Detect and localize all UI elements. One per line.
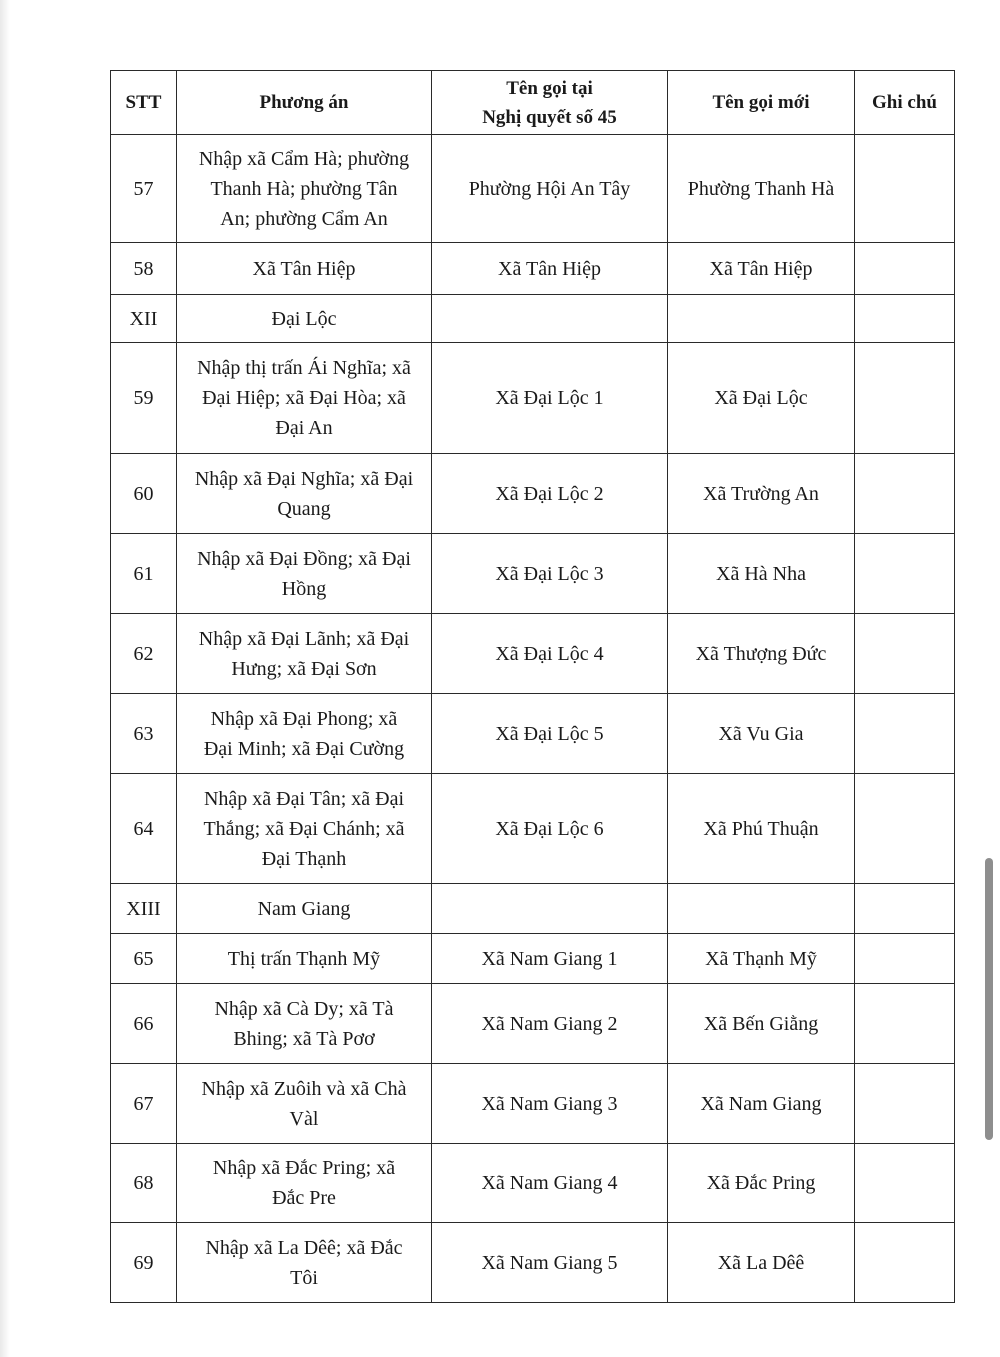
row-stt: 60 <box>111 454 177 534</box>
row-phuong-an <box>177 1144 432 1223</box>
row-note <box>855 774 955 884</box>
row-resolution-name: Xã Đại Lộc 3 <box>432 534 668 614</box>
phuong-an-line: Thanh Hà; phường Tân <box>210 177 398 200</box>
empty-cell <box>855 295 955 343</box>
row-note <box>855 694 955 774</box>
row-stt: 68 <box>111 1144 177 1223</box>
row-stt: 67 <box>111 1064 177 1144</box>
row-note <box>855 614 955 694</box>
row-phuong-an <box>177 934 432 984</box>
row-stt: 69 <box>111 1223 177 1303</box>
row-resolution-name: Phường Hội An Tây <box>432 135 668 243</box>
section-row <box>111 295 955 343</box>
table-row <box>111 694 955 774</box>
row-phuong-an <box>177 694 432 774</box>
phuong-an-line: Thị trấn Thạnh Mỹ <box>227 947 381 970</box>
row-new-name: Xã Tân Hiệp <box>668 243 855 295</box>
phuong-an-line: Đắc Pre <box>272 1187 336 1209</box>
row-resolution-name: Xã Nam Giang 2 <box>432 984 668 1064</box>
row-resolution-name: Xã Đại Lộc 4 <box>432 614 668 694</box>
row-phuong-an <box>177 1064 432 1144</box>
empty-cell <box>432 884 668 934</box>
table-row <box>111 1064 955 1144</box>
row-new-name: Xã Trường An <box>668 454 855 534</box>
section-name: Nam Giang <box>177 884 432 934</box>
phuong-an-line: Xã Tân Hiệp <box>252 257 356 280</box>
row-stt: 62 <box>111 614 177 694</box>
row-stt: 65 <box>111 934 177 984</box>
row-phuong-an <box>177 534 432 614</box>
phuong-an-line: Nhập thị trấn Ái Nghĩa; xã <box>197 357 411 379</box>
row-resolution-name: Xã Nam Giang 3 <box>432 1064 668 1144</box>
row-stt: 58 <box>111 243 177 295</box>
header-ghi-chu: Ghi chú <box>855 71 955 135</box>
row-new-name: Xã Phú Thuận <box>668 774 855 884</box>
phuong-an-line: An; phường Cẩm An <box>220 207 388 230</box>
table-row <box>111 934 955 984</box>
section-name: Đại Lộc <box>177 295 432 343</box>
phuong-an-line: Quang <box>277 497 331 520</box>
row-new-name: Xã Bến Giằng <box>668 984 855 1064</box>
row-note <box>855 1223 955 1303</box>
phuong-an-line: Nhập xã Đại Tân; xã Đại <box>203 787 405 810</box>
phuong-an-line: Nhập xã La Dêê; xã Đắc <box>205 1236 403 1259</box>
phuong-an-line: Bhing; xã Tà Pơơ <box>233 1027 375 1050</box>
phuong-an-line: Nhập xã Đại Lãnh; xã Đại <box>198 627 410 650</box>
header-phuong-an: Phương án <box>177 71 432 135</box>
phuong-an-line: Đại An <box>275 417 333 439</box>
header-ten-goi-tai-line1: Tên gọi tại <box>506 77 593 99</box>
empty-cell <box>432 295 668 343</box>
header-ten-goi-tai-line2: Nghị quyết số 45 <box>482 106 617 128</box>
row-resolution-name: Xã Nam Giang 4 <box>432 1144 668 1223</box>
phuong-an-line: Đại Thạnh <box>261 847 347 870</box>
section-stt: XII <box>111 295 177 343</box>
row-new-name: Xã La Dêê <box>668 1223 855 1303</box>
header-ten-goi-tai <box>432 71 668 135</box>
row-phuong-an <box>177 135 432 243</box>
table-row <box>111 454 955 534</box>
row-phuong-an <box>177 614 432 694</box>
scrollbar-thumb[interactable] <box>985 858 993 1140</box>
phuong-an-line: Nhập xã Đắc Pring; xã <box>212 1157 396 1179</box>
table-row <box>111 1144 955 1223</box>
row-resolution-name: Xã Đại Lộc 2 <box>432 454 668 534</box>
row-resolution-name: Xã Nam Giang 1 <box>432 934 668 984</box>
row-phuong-an <box>177 1223 432 1303</box>
row-new-name: Xã Thạnh Mỹ <box>668 934 855 984</box>
phuong-an-line: Đại Minh; xã Đại Cường <box>203 737 405 760</box>
row-stt: 64 <box>111 774 177 884</box>
row-phuong-an <box>177 243 432 295</box>
phuong-an-line: Thắng; xã Đại Chánh; xã <box>203 817 405 840</box>
table-row <box>111 243 955 295</box>
commune-merger-table <box>110 70 955 1303</box>
phuong-an-line: Tôi <box>290 1266 318 1289</box>
phuong-an-line: Nhập xã Đại Đồng; xã Đại <box>197 547 411 570</box>
empty-cell <box>668 295 855 343</box>
row-new-name: Xã Thượng Đức <box>668 614 855 694</box>
row-phuong-an <box>177 984 432 1064</box>
table-row <box>111 774 955 884</box>
section-row <box>111 884 955 934</box>
table-header <box>111 71 955 135</box>
header-stt: STT <box>111 71 177 135</box>
row-resolution-name: Xã Đại Lộc 1 <box>432 343 668 454</box>
table-row <box>111 984 955 1064</box>
row-note <box>855 984 955 1064</box>
row-resolution-name: Xã Nam Giang 5 <box>432 1223 668 1303</box>
row-note <box>855 343 955 454</box>
table-row <box>111 614 955 694</box>
empty-cell <box>668 884 855 934</box>
header-row <box>111 71 955 135</box>
row-resolution-name: Xã Đại Lộc 5 <box>432 694 668 774</box>
row-note <box>855 934 955 984</box>
table-row <box>111 343 955 454</box>
row-phuong-an <box>177 454 432 534</box>
phuong-an-line: Hồng <box>281 577 327 600</box>
row-new-name: Xã Đắc Pring <box>668 1144 855 1223</box>
row-stt: 63 <box>111 694 177 774</box>
row-new-name: Xã Vu Gia <box>668 694 855 774</box>
row-new-name: Phường Thanh Hà <box>668 135 855 243</box>
table-row <box>111 534 955 614</box>
phuong-an-line: Nhập xã Cẩm Hà; phường <box>198 147 410 170</box>
row-stt: 57 <box>111 135 177 243</box>
section-stt: XIII <box>111 884 177 934</box>
table-row <box>111 135 955 243</box>
phuong-an-line: Hưng; xã Đại Sơn <box>231 657 377 680</box>
phuong-an-line: Nhập xã Zuôih và xã Chà <box>201 1077 407 1100</box>
empty-cell <box>855 884 955 934</box>
row-phuong-an <box>177 343 432 454</box>
row-new-name: Xã Nam Giang <box>668 1064 855 1144</box>
row-note <box>855 1144 955 1223</box>
row-note <box>855 454 955 534</box>
phuong-an-line: Đại Hiệp; xã Đại Hòa; xã <box>202 387 406 409</box>
phuong-an-line: Nhập xã Đại Phong; xã <box>210 707 398 730</box>
row-new-name: Xã Đại Lộc <box>668 343 855 454</box>
row-stt: 66 <box>111 984 177 1064</box>
row-stt: 59 <box>111 343 177 454</box>
phuong-an-line: Nhập xã Cà Dy; xã Tà <box>214 997 394 1020</box>
row-note <box>855 534 955 614</box>
row-note <box>855 135 955 243</box>
header-ten-goi-moi: Tên gọi mới <box>668 71 855 135</box>
row-stt: 61 <box>111 534 177 614</box>
row-phuong-an <box>177 774 432 884</box>
page-edge-shadow <box>0 0 10 1357</box>
row-new-name: Xã Hà Nha <box>668 534 855 614</box>
row-resolution-name: Xã Đại Lộc 6 <box>432 774 668 884</box>
phuong-an-line: Vàl <box>289 1107 319 1130</box>
row-note <box>855 243 955 295</box>
row-note <box>855 1064 955 1144</box>
row-resolution-name: Xã Tân Hiệp <box>432 243 668 295</box>
phuong-an-line: Nhập xã Đại Nghĩa; xã Đại <box>194 467 414 490</box>
table-row <box>111 1223 955 1303</box>
